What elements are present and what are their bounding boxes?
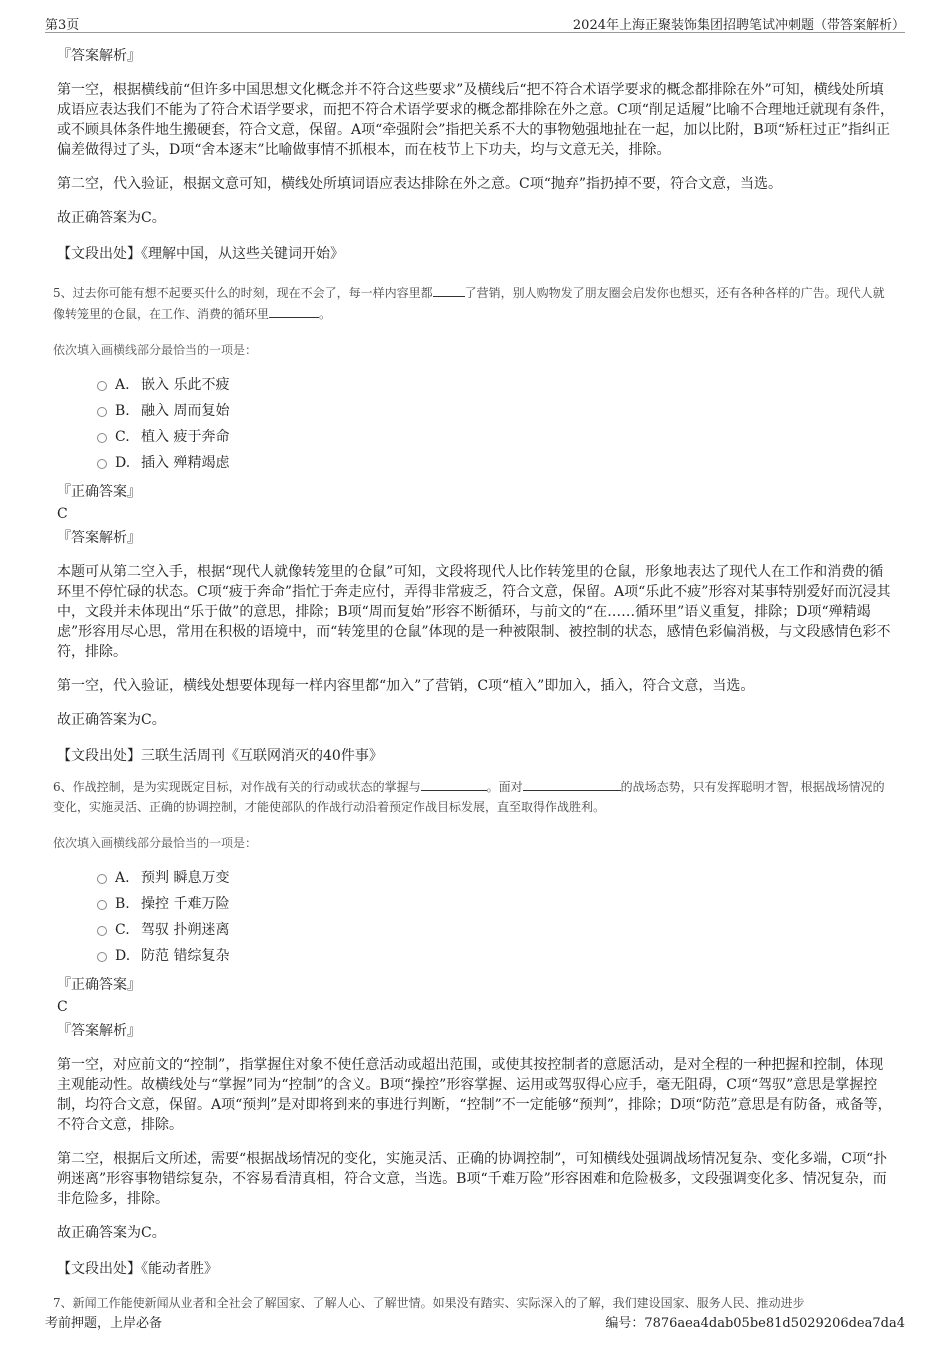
correct-answer-label: 『正确答案』	[57, 484, 141, 500]
option-a[interactable]: A. 预判 瞬息万变	[97, 865, 895, 891]
analysis-paragraph: 第二空，根据后文所述，需要“根据战场情况的变化，实施灵活、正确的协调控制”，可知横线处强调战场情况复杂、变化多端，C项“扑朔迷离”形容事物错综复杂，不容易看清真相，符合文意，当选。B项“千难万险”形容困难和危险极多，文段强调变化多、情况复杂，而非危险多，排除。	[57, 1151, 888, 1207]
conclusion: 故正确答案为C。	[57, 712, 166, 728]
radio-icon[interactable]	[97, 952, 107, 962]
document-id: 编号：7876aea4dab05be81d5029206dea7da4	[605, 1316, 905, 1331]
blank-line	[433, 282, 465, 297]
analysis-label: 『答案解析』	[57, 1023, 141, 1039]
question-instruction: 依次填入画横线部分最恰当的一项是：	[53, 343, 258, 357]
option-d[interactable]: D. 插入 殚精竭虑	[97, 450, 895, 476]
blank-line	[523, 776, 621, 791]
correct-answer-label: 『正确答案』	[57, 977, 141, 993]
page-header	[45, 10, 905, 33]
question-instruction: 依次填入画横线部分最恰当的一项是：	[53, 836, 258, 850]
radio-icon[interactable]	[97, 381, 107, 391]
question-5-stem: 5、过去你可能有想不起要买什么的时刻，现在不会了，每一样内容里都 了营销，别人购物发了朋友圈会启发你也想买，还有各种各样的广告。现代人就像转笼里的仓鼠，在工作、消费的循环里 。	[53, 282, 895, 324]
source-note: 【文段出处】《能动者胜》	[57, 1261, 218, 1277]
analysis-label: 『答案解析』	[57, 530, 141, 546]
source-note: 【文段出处】《理解中国，从这些关键词开始》	[57, 246, 344, 262]
correct-answer: C	[57, 506, 68, 522]
analysis-paragraph: 第一空，对应前文的“控制”，指掌握住对象不使任意活动或超出范围，或使其按控制者的意愿活动，是对全程的一种把握和控制，体现主观能动性。故横线处与“掌握”同为“控制”的含义。B项“操控”形容掌握、运用或驾驭得心应手，毫无阻碍，C项“驾驭”意思是掌握控制，均符合文意，保留。A项“预判”是对即将到来的事进行判断，“控制”不一定能够“预判”，排除；D项“防范”意思是有防备，戒备等，不符合文意，排除。	[57, 1057, 892, 1133]
page-number: 第3页	[45, 18, 80, 33]
question-6-stem: 6、作战控制，是为实现既定目标，对作战有关的行动或状态的掌握与 。面对 的战场态势，只有发挥聪明才智，根据战场情况的变化，实施灵活、正确的协调控制，才能使部队的作战行动沿着预定作战目标发展，直至取得作战胜利。	[53, 776, 895, 817]
analysis-paragraph: 第一空，代入验证，横线处想要体现每一样内容里都“加入”了营销，C项“植入”即加入，插入，符合文意，当选。	[57, 678, 755, 694]
document-title: 2024年上海正聚装饰集团招聘笔试冲刺题（带答案解析）	[572, 18, 905, 33]
question-7-stem: 7、新闻工作能使新闻从业者和全社会了解国家、了解人心、了解世情。如果没有踏实、实际深入的了解，我们建设国家、服务人民、推动进步	[53, 1296, 805, 1310]
radio-icon[interactable]	[97, 900, 107, 910]
analysis-label: 『答案解析』	[57, 48, 141, 64]
option-b[interactable]: B. 融入 周而复始	[97, 398, 895, 424]
question-6-options	[97, 865, 895, 969]
option-c[interactable]: C. 植入 疲于奔命	[97, 424, 895, 450]
radio-icon[interactable]	[97, 407, 107, 417]
option-b[interactable]: B. 操控 千难万险	[97, 891, 895, 917]
radio-icon[interactable]	[97, 926, 107, 936]
radio-icon[interactable]	[97, 459, 107, 469]
option-d[interactable]: D. 防范 错综复杂	[97, 943, 895, 969]
blank-line	[269, 303, 319, 318]
correct-answer: C	[57, 999, 68, 1015]
radio-icon[interactable]	[97, 874, 107, 884]
blank-line	[421, 776, 487, 791]
analysis-paragraph: 第一空，根据横线前“但许多中国思想文化概念并不符合这些要求”及横线后“把不符合术语学要求的概念都排除在外”可知，横线处所填成语应表达我们不能为了符合术语学要求，而把不符合术语学要求的概念都排除在外之意。C项“削足适履”比喻不合理地迁就现有条件，或不顾具体条件地生搬硬套，符合文意，保留。A项“牵强附会”指把关系不大的事物勉强地扯在一起，加以比附，B项“矫枉过正”指纠正偏差做得过了头，D项“舍本逐末”比喻做事情不抓根本，而在枝节上下功夫，均与文意无关，排除。	[57, 82, 895, 158]
conclusion: 故正确答案为C。	[57, 1225, 166, 1241]
conclusion: 故正确答案为C。	[57, 210, 166, 226]
option-a[interactable]: A. 嵌入 乐此不疲	[97, 372, 895, 398]
analysis-paragraph: 第二空，代入验证，根据文意可知，横线处所填词语应表达排除在外之意。C项“抛弃”指扔掉不要，符合文意，当选。	[57, 176, 783, 192]
analysis-paragraph: 本题可从第二空入手，根据“现代人就像转笼里的仓鼠”可知，文段将现代人比作转笼里的仓鼠，形象地表达了现代人在工作和消费的循环里不停忙碌的状态。C项“疲于奔命”指忙于奔走应付，弄得非常疲乏，符合文意，保留。A项“乐此不疲”形容对某事特别爱好而沉浸其中，文段并未体现出“乐于做”的意思，排除；B项“周而复始”形容不断循环，与前文的“在……循环里”语义重复，排除；D项“殚精竭虑”形容用尽心思，常用在积极的语境中，而“转笼里的仓鼠”体现的是一种被限制、被控制的状态，感情色彩偏消极，与文段感情色彩不符，排除。	[57, 564, 891, 660]
question-5-options	[97, 372, 895, 476]
option-c[interactable]: C. 驾驭 扑朔迷离	[97, 917, 895, 943]
page-content	[53, 46, 895, 1313]
radio-icon[interactable]	[97, 433, 107, 443]
page-footer	[45, 1312, 905, 1331]
source-note: 【文段出处】三联生活周刊《互联网消灭的40件事》	[57, 748, 383, 764]
footer-slogan: 考前押题，上岸必备	[45, 1316, 163, 1331]
